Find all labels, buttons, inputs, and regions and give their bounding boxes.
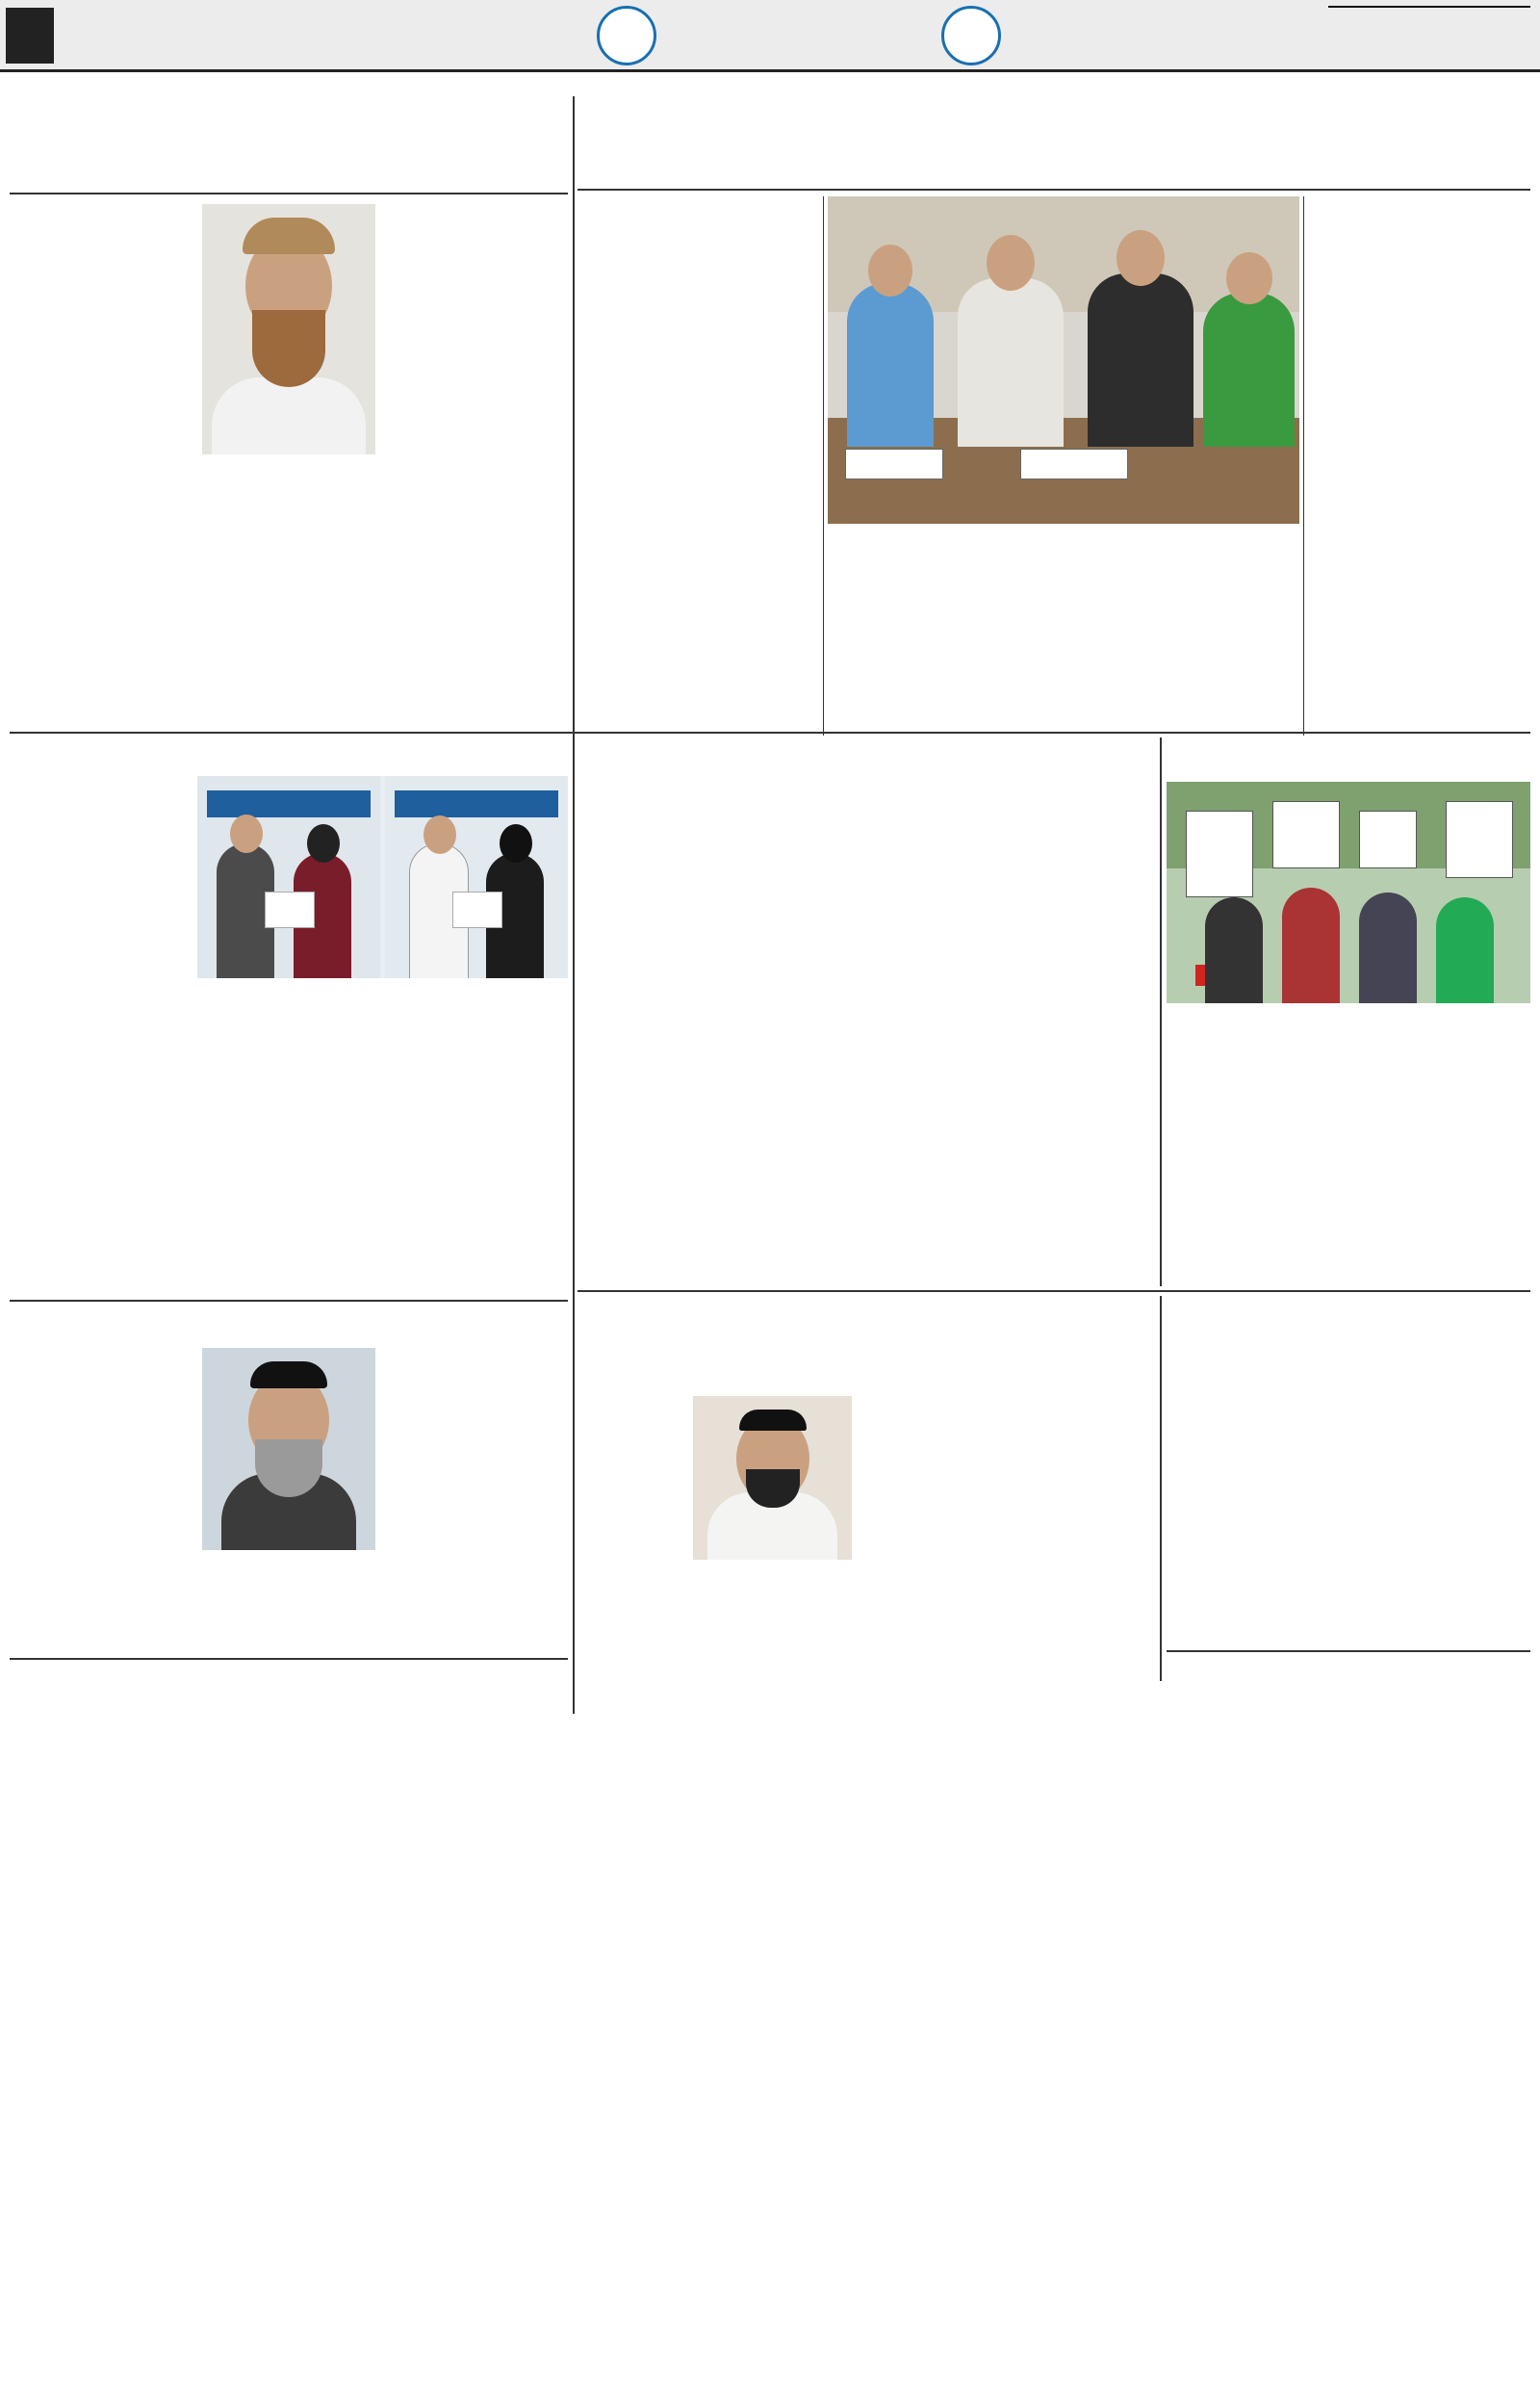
person-figure <box>1088 273 1194 447</box>
rain-record-col-1 <box>1307 196 1530 736</box>
divider <box>10 1300 568 1302</box>
waterlogging-col-3 <box>1009 1396 1155 1666</box>
owaisi-col-1 <box>385 1348 568 1656</box>
column-rule <box>823 196 824 736</box>
rain-record-subhead <box>578 154 1530 187</box>
karnataka-headline-1 <box>1167 1296 1530 1342</box>
person-figure <box>1282 888 1340 1003</box>
name-plate-1 <box>845 449 943 479</box>
page-number <box>6 8 54 64</box>
waterlogging-col-2 <box>857 1396 1001 1666</box>
logo-right-icon <box>941 6 1001 65</box>
leader-threat-headline <box>10 106 568 154</box>
event-banner-1 <box>207 790 371 817</box>
owaisi-col-3 <box>202 1556 375 1652</box>
person-figure <box>1205 897 1263 1003</box>
certificate-photos <box>197 776 568 978</box>
certificate <box>452 892 502 928</box>
column-rule <box>573 96 575 1714</box>
vision2026-col-3 <box>385 986 568 1294</box>
airport-headline <box>578 761 1155 791</box>
face <box>868 245 912 297</box>
placard-1 <box>1186 811 1253 897</box>
waterlogging-col-4 <box>693 1565 852 1666</box>
leader-threat-col-1 <box>385 204 568 724</box>
person-figure <box>847 283 934 447</box>
leader-threat-col-2 <box>10 204 192 724</box>
owaisi-col-2 <box>10 1348 194 1656</box>
karnataka-col-1 <box>1167 1396 1530 1646</box>
waterlogging-col-1 <box>578 1396 685 1666</box>
leader-threat-subhead <box>10 156 568 191</box>
face <box>307 824 340 863</box>
shoulders <box>212 377 366 454</box>
column-rule <box>1303 196 1304 736</box>
person-figure <box>1203 293 1295 447</box>
protest-col-1 <box>1167 1009 1282 1288</box>
airport-col-2 <box>773 795 961 1286</box>
column-rule <box>1160 1296 1162 1681</box>
owaisi-portrait <box>202 1348 375 1550</box>
divider <box>578 1290 1530 1292</box>
placard-3 <box>1359 811 1417 868</box>
protest-photo <box>1167 782 1530 1003</box>
divider <box>578 189 1530 191</box>
person-figure <box>958 278 1064 447</box>
vision2026-col-1 <box>10 815 191 1296</box>
protest-headline <box>1167 737 1530 780</box>
divider <box>10 1658 568 1660</box>
airport-col-1 <box>578 795 765 1286</box>
face <box>1116 230 1165 286</box>
meeting-photo <box>828 196 1299 524</box>
divider <box>10 732 1530 734</box>
column-rule <box>1160 737 1162 1286</box>
cap <box>250 1361 327 1388</box>
airport-col-3 <box>967 795 1155 1286</box>
masthead <box>1328 6 1530 64</box>
owaisi-headline <box>10 1306 568 1344</box>
face <box>500 824 532 863</box>
event-banner-2 <box>395 790 558 817</box>
header-center <box>597 6 1001 62</box>
face <box>1226 252 1272 304</box>
placard-4 <box>1446 801 1513 878</box>
rain-record-col-3 <box>578 196 818 736</box>
placard-2 <box>1272 801 1340 868</box>
leader-threat-col-3 <box>202 462 375 724</box>
hair <box>739 1410 807 1431</box>
waterlogging-headline <box>578 1296 1155 1358</box>
certificate <box>265 892 315 928</box>
masthead-english <box>1328 6 1530 8</box>
face <box>230 815 263 853</box>
face <box>424 815 456 854</box>
rain-record-col-2b <box>1059 530 1299 736</box>
divider <box>1167 1650 1530 1652</box>
logo-left-icon <box>597 6 656 65</box>
waterlogging-subhead <box>578 1359 1155 1390</box>
face <box>987 235 1035 291</box>
protest-col-2 <box>1288 1009 1405 1288</box>
protest-col-3 <box>1411 1009 1530 1288</box>
name-plate-2 <box>1020 449 1128 479</box>
beard <box>252 310 325 387</box>
airport-kicker <box>578 737 1155 761</box>
mirza-javed-portrait <box>693 1396 852 1560</box>
vision2026-col-2 <box>197 986 378 1294</box>
cleric-portrait <box>202 204 375 454</box>
rain-record-col-2 <box>828 530 1049 736</box>
divider <box>10 193 568 194</box>
person-figure <box>1359 893 1417 1003</box>
rain-record-headline <box>578 77 1530 152</box>
cap <box>243 218 335 254</box>
person-figure <box>1436 897 1494 1003</box>
